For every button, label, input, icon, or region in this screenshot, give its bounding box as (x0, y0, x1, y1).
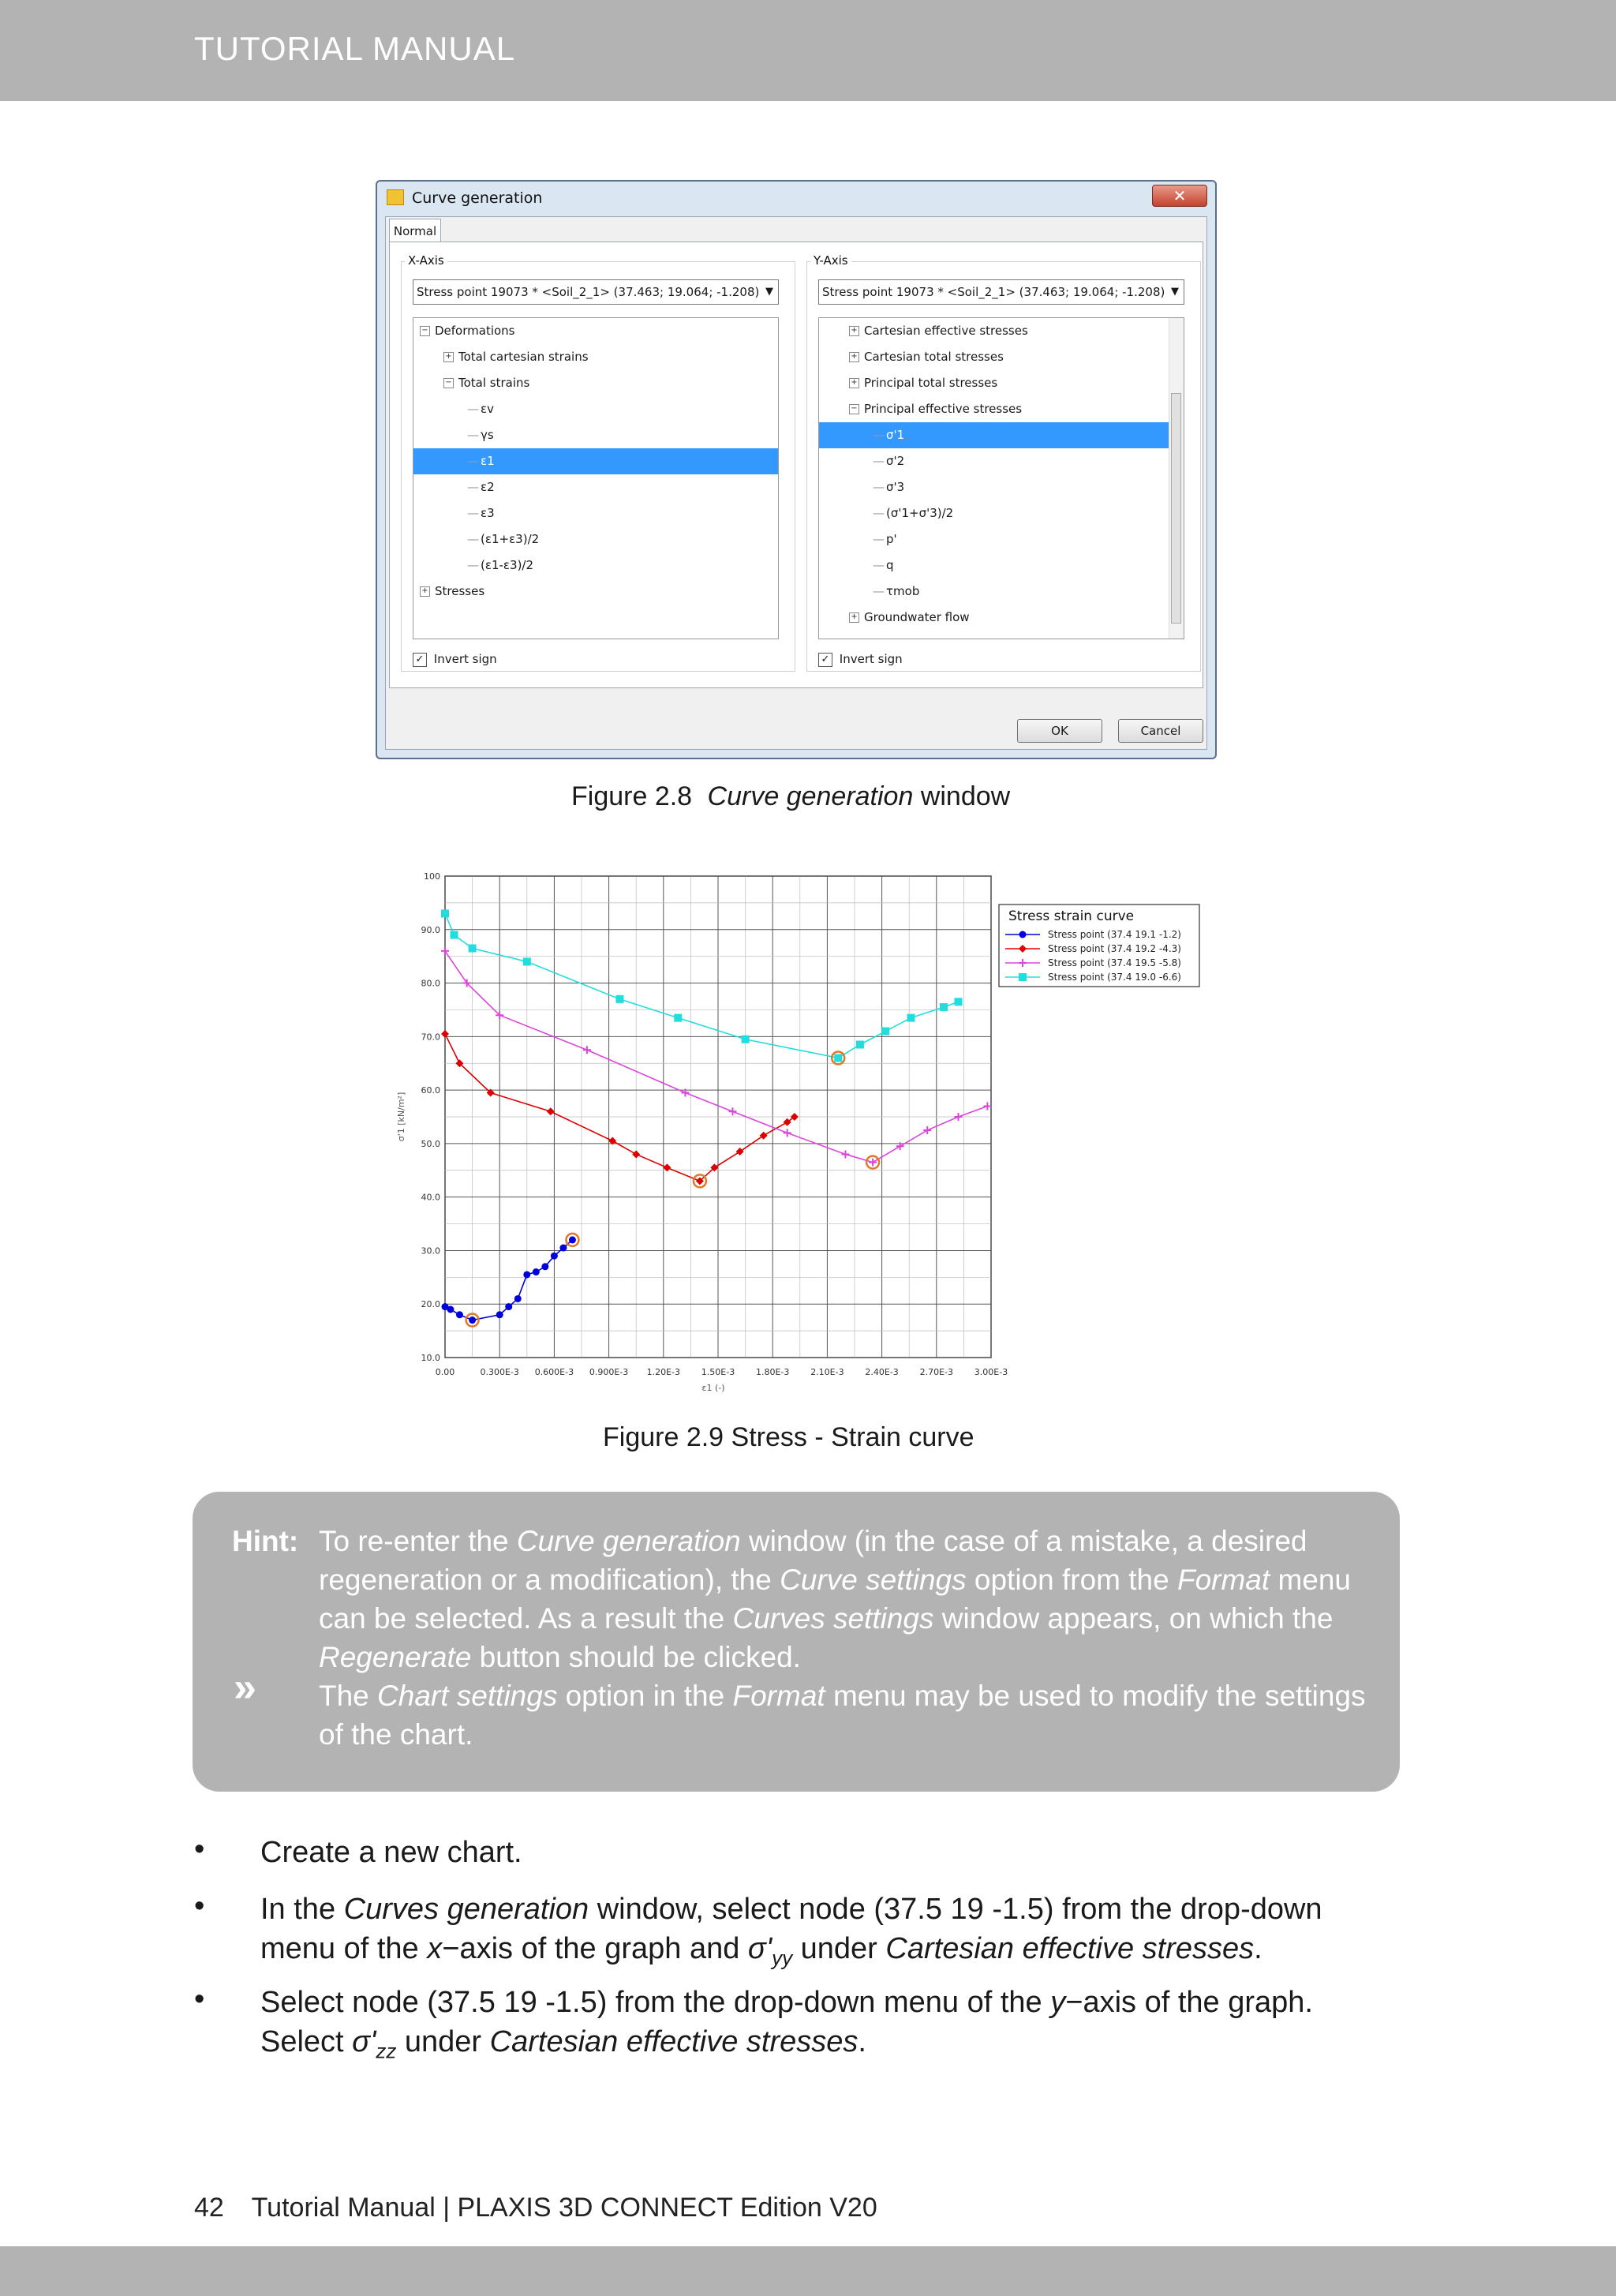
y-tree-item[interactable] (819, 526, 1184, 552)
text-run: window, select node (37.5 19 -1.5) from the drop-down menu of the (260, 1893, 1322, 1965)
y-invert-label: Invert sign (839, 652, 903, 666)
y-axis-tree[interactable] (818, 317, 1184, 639)
x-axis-group (401, 253, 795, 672)
expand-icon[interactable]: + (849, 352, 859, 362)
subscript-run: zz (376, 2039, 397, 2063)
hint-paragraph-1 (319, 1522, 1384, 1676)
italic-run: Cartesian effective stresses (885, 1932, 1255, 1965)
dialog-titlebar (377, 182, 1215, 215)
x-tree-item[interactable] (413, 579, 778, 605)
tree-item-label: Total strains (458, 376, 530, 390)
hint-text-run: option in the (557, 1680, 733, 1712)
x-invert-sign[interactable] (413, 652, 497, 667)
x-tick-label: 0.300E-3 (480, 1367, 519, 1377)
data-point (441, 909, 449, 917)
x-tick-label: 0.900E-3 (589, 1367, 629, 1377)
data-point (447, 1306, 454, 1313)
close-button[interactable]: ✕ (1152, 185, 1207, 207)
tab-normal[interactable]: Normal (389, 219, 441, 242)
tree-connector: — (873, 480, 885, 494)
caption-prefix: Figure 2.8 (571, 781, 693, 811)
bullet-marker: • (194, 1833, 205, 1866)
legend-title: Stress strain curve (1008, 908, 1135, 924)
tree-connector: — (873, 454, 885, 468)
hint-text-run: menu can be selected. As a result the (319, 1564, 1352, 1635)
x-tree-item[interactable] (413, 552, 778, 579)
x-axis-node-value: Stress point 19073 * <Soil_2_1> (37.463; 19.064; -1.208) (417, 285, 760, 299)
data-point (523, 1271, 530, 1278)
figure-2-8-caption (571, 781, 1010, 812)
x-tick-label: 0.00 (435, 1367, 455, 1377)
cancel-button[interactable]: Cancel (1118, 719, 1203, 743)
tree-item-label: Total cartesian strains (458, 350, 589, 364)
y-tick-label: 80.0 (421, 978, 440, 989)
chevron-down-icon: ▼ (1171, 286, 1179, 298)
italic-run: Cartesian effective stresses (489, 2025, 858, 2058)
tree-item-label: γs (481, 428, 494, 442)
tree-connector: — (873, 584, 885, 598)
legend-entry: Stress point (37.4 19.5 -5.8) (1048, 957, 1181, 968)
y-tree-item[interactable] (819, 579, 1184, 605)
hint-paragraph-2 (319, 1676, 1384, 1754)
x-axis-label: ε1 (-) (701, 1383, 725, 1393)
curve-generation-dialog (376, 180, 1217, 759)
stress-strain-chart (393, 843, 1221, 1395)
y-tree-item[interactable] (819, 422, 1184, 448)
x-tick-label: 0.600E-3 (534, 1367, 574, 1377)
y-tick-label: 70.0 (421, 1032, 440, 1043)
bullet-1: Create a new chart. (260, 1836, 522, 1869)
dialog-body (385, 216, 1207, 750)
y-tick-label: 40.0 (421, 1192, 440, 1203)
italic-run: x (427, 1932, 443, 1965)
tree-item-label: εv (481, 402, 494, 416)
hint-italic-run: Chart settings (377, 1680, 558, 1712)
hint-italic-run: Format (1176, 1564, 1270, 1596)
expand-icon[interactable]: + (849, 612, 859, 623)
hint-text-run: window (in the case of a mistake, a desired regeneration or a modification), the (319, 1525, 1307, 1596)
legend-entry: Stress point (37.4 19.1 -1.2) (1048, 929, 1181, 940)
tree-connector: — (467, 428, 479, 442)
data-point (496, 1311, 503, 1318)
tree-connector: — (873, 532, 885, 546)
text-run: under (792, 1932, 886, 1965)
data-point (451, 931, 458, 939)
expand-icon[interactable]: + (420, 586, 430, 597)
text-run: −axis of the graph and (442, 1932, 748, 1965)
italic-run: σ' (747, 1932, 772, 1965)
tree-item-label: Cartesian effective stresses (864, 324, 1028, 338)
expand-icon[interactable]: + (849, 326, 859, 336)
tree-item-label: Principal effective stresses (864, 402, 1023, 416)
tree-connector: — (467, 454, 479, 468)
italic-run: y (1050, 1986, 1066, 2019)
tree-item-label: q (886, 558, 894, 572)
data-point (505, 1303, 512, 1310)
legend-entry: Stress point (37.4 19.2 -4.3) (1048, 943, 1181, 954)
hint-italic-run: Curve generation (516, 1525, 741, 1557)
text-run: −axis of the graph. Select (260, 1986, 1313, 2058)
x-tree-item[interactable] (413, 526, 778, 552)
y-tree-scrollbar[interactable] (1169, 318, 1184, 639)
tree-connector: — (467, 402, 479, 416)
caption-italic: Curve generation (707, 781, 914, 811)
x-tick-label: 3.00E-3 (974, 1367, 1008, 1377)
x-tick-label: 1.50E-3 (701, 1367, 735, 1377)
tree-connector: — (873, 428, 885, 442)
y-axis-label: σ'1 [kN/m²] (396, 1092, 406, 1142)
tree-item-label: ε1 (481, 454, 495, 468)
tree-item-label: Cartesian total stresses (864, 350, 1004, 364)
hint-text-run: menu may be used to modify the settings of the chart. (319, 1680, 1366, 1751)
data-point (954, 998, 962, 1006)
hint-italic-run: Regenerate (319, 1641, 472, 1673)
expand-icon[interactable]: + (443, 352, 454, 362)
x-tree-item[interactable] (413, 344, 778, 370)
x-axis-legend: X-Axis (405, 253, 447, 268)
y-tree-item[interactable] (819, 474, 1184, 500)
tree-item-label: p' (886, 532, 897, 546)
x-tree-item[interactable] (413, 500, 778, 526)
data-point (469, 1317, 476, 1324)
y-tick-label: 30.0 (421, 1245, 440, 1257)
bullet-2 (260, 1890, 1397, 1978)
x-axis-tree[interactable] (413, 317, 779, 639)
text-run: under (396, 2025, 490, 2058)
y-tick-label: 20.0 (421, 1299, 440, 1310)
hint-text-run: window appears, on which the (933, 1602, 1334, 1635)
chevron-right-icon: » (234, 1665, 256, 1710)
data-point (940, 1003, 948, 1011)
tree-connector: — (467, 480, 479, 494)
ok-button[interactable]: OK (1017, 719, 1102, 743)
bullet-marker: • (194, 1890, 205, 1923)
tree-item-label: σ'2 (886, 454, 905, 468)
x-tree-item[interactable] (413, 474, 778, 500)
y-tick-label: 50.0 (421, 1138, 440, 1149)
y-axis-node-select[interactable] (818, 279, 1184, 305)
y-axis-node-value: Stress point 19073 * <Soil_2_1> (37.463; 19.064; -1.208) (822, 285, 1165, 299)
x-tree-item[interactable] (413, 318, 778, 344)
hint-box (193, 1492, 1400, 1792)
figure-2-9-caption: Figure 2.9 Stress - Strain curve (603, 1422, 974, 1452)
tree-connector: — (467, 532, 479, 546)
collapse-icon[interactable]: − (443, 378, 454, 388)
y-tick-label: 60.0 (421, 1085, 440, 1096)
x-tick-label: 2.70E-3 (919, 1367, 954, 1377)
hint-text-run: The (319, 1680, 378, 1712)
x-tree-item[interactable] (413, 448, 778, 474)
tree-connector: — (873, 558, 885, 572)
data-point (559, 1245, 567, 1252)
hint-text (319, 1522, 1384, 1754)
page-number: 42 (194, 2193, 224, 2223)
legend-entry: Stress point (37.4 19.0 -6.6) (1048, 972, 1181, 983)
tree-item-label: ε2 (481, 480, 495, 494)
tree-item-label: Principal total stresses (864, 376, 998, 390)
y-tree-item[interactable] (819, 448, 1184, 474)
tree-item-label: Deformations (435, 324, 515, 338)
tree-item-label: σ'1 (886, 428, 905, 442)
chevron-down-icon: ▼ (765, 286, 773, 298)
y-axis-legend: Y-Axis (810, 253, 851, 268)
y-tick-label: 90.0 (421, 924, 440, 935)
tree-item-label: Groundwater flow (864, 610, 970, 624)
expand-icon[interactable]: + (849, 378, 859, 388)
x-tree-item[interactable] (413, 370, 778, 396)
bullet-marker: • (194, 1983, 205, 2016)
x-tick-label: 1.20E-3 (646, 1367, 681, 1377)
y-tree-item[interactable] (819, 552, 1184, 579)
tree-connector: — (467, 506, 479, 520)
y-tree-item[interactable] (819, 500, 1184, 526)
data-point (1019, 973, 1027, 981)
hint-text-run: option from the (966, 1564, 1177, 1596)
x-tick-label: 2.10E-3 (810, 1367, 844, 1377)
data-point (456, 1311, 463, 1318)
data-point (469, 945, 477, 953)
data-point (1019, 931, 1027, 938)
data-point (541, 1263, 548, 1270)
x-tick-label: 2.40E-3 (865, 1367, 899, 1377)
tree-item-label: (σ'1+σ'3)/2 (886, 506, 954, 520)
x-invert-checkbox[interactable]: ✓ (413, 653, 427, 667)
bullet-3 (260, 1983, 1397, 2071)
app-icon (387, 189, 404, 205)
data-point (674, 1014, 682, 1022)
tree-item-label: (ε1+ε3)/2 (481, 532, 540, 546)
hint-label: Hint: (232, 1525, 299, 1557)
data-point (551, 1253, 558, 1260)
tree-item-label: σ'3 (886, 480, 905, 494)
data-point (907, 1014, 915, 1022)
collapse-icon[interactable]: − (420, 326, 430, 336)
hint-text-run: button should be clicked. (471, 1641, 801, 1673)
y-tick-label: 100 (424, 871, 440, 882)
data-point (514, 1295, 522, 1302)
collapse-icon[interactable]: − (849, 404, 859, 414)
footer-title: Tutorial Manual | PLAXIS 3D CONNECT Edition V20 (251, 2193, 877, 2223)
y-tree-item[interactable] (819, 344, 1184, 370)
x-tick-label: 1.80E-3 (755, 1367, 790, 1377)
italic-run: σ' (352, 2025, 376, 2058)
header-title: TUTORIAL MANUAL (194, 30, 516, 67)
x-axis-node-select[interactable] (413, 279, 779, 305)
data-point (533, 1268, 540, 1275)
data-point (569, 1236, 576, 1243)
text-run: . (858, 2025, 866, 2058)
data-point (742, 1036, 750, 1043)
data-point (523, 957, 531, 965)
text-run: Select node (37.5 19 -1.5) from the drop-down menu of the (260, 1986, 1051, 2019)
x-tree-item[interactable] (413, 396, 778, 422)
tree-item-label: Stresses (435, 584, 485, 598)
y-tree-item[interactable] (819, 370, 1184, 396)
tree-item-label: (ε1-ε3)/2 (481, 558, 534, 572)
scroll-thumb[interactable] (1171, 393, 1181, 624)
hint-italic-run: Curve settings (780, 1564, 967, 1596)
italic-run: Curves generation (343, 1893, 589, 1926)
y-tree-item[interactable] (819, 318, 1184, 344)
y-invert-checkbox[interactable]: ✓ (818, 653, 832, 667)
x-invert-label: Invert sign (433, 652, 497, 666)
footer-bar (0, 2246, 1616, 2296)
hint-text-run: To re-enter the (319, 1525, 517, 1557)
tree-item-label: ε3 (481, 506, 495, 520)
tree-connector: — (873, 506, 885, 520)
x-tree-item[interactable] (413, 422, 778, 448)
data-point (834, 1054, 842, 1062)
subscript-run: yy (772, 1946, 793, 1970)
data-point (856, 1041, 864, 1049)
footer (194, 2193, 877, 2223)
data-point (615, 995, 623, 1003)
tab-panel (389, 242, 1203, 688)
data-point (881, 1028, 889, 1036)
tree-item-label: τmob (886, 584, 920, 598)
dialog-title: Curve generation (412, 189, 543, 207)
hint-italic-run: Format (732, 1680, 825, 1712)
y-axis-group (806, 253, 1201, 672)
text-run: . (1254, 1932, 1262, 1965)
caption-suffix: window (920, 781, 1011, 811)
tree-connector: — (467, 558, 479, 572)
hint-italic-run: Curves settings (732, 1602, 934, 1635)
y-tree-item[interactable] (819, 396, 1184, 422)
y-tick-label: 10.0 (421, 1353, 440, 1363)
y-tree-item[interactable] (819, 605, 1184, 631)
text-run: In the (260, 1893, 344, 1926)
y-invert-sign[interactable] (818, 652, 903, 667)
